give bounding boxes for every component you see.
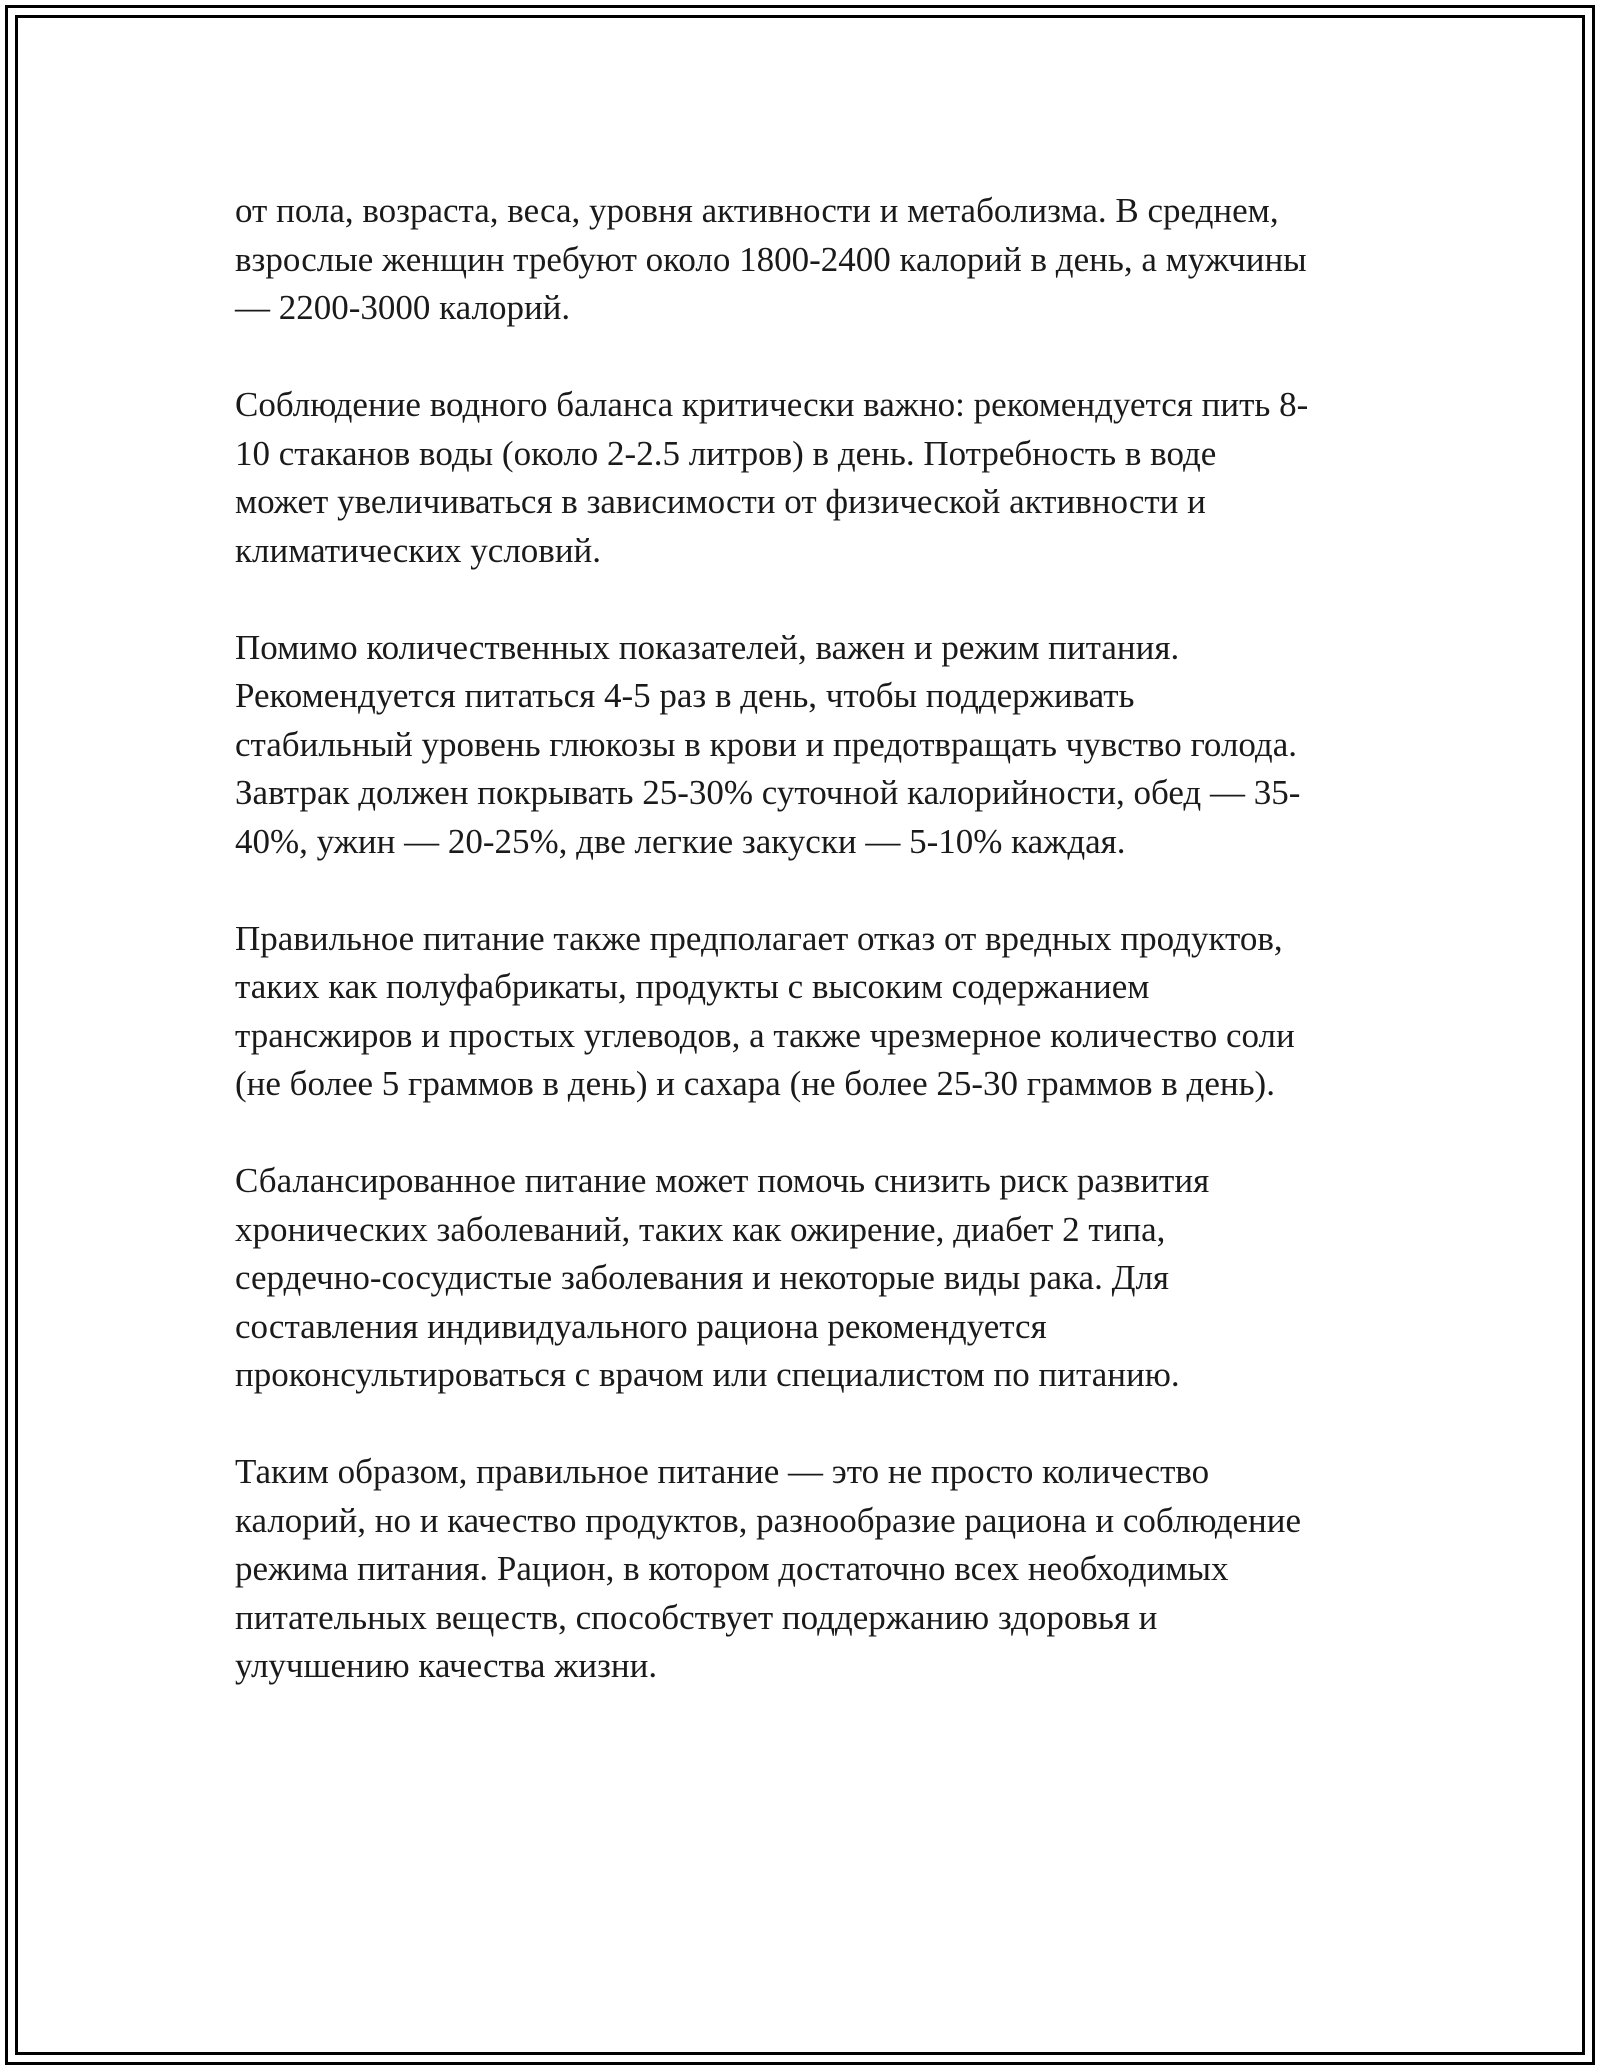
text-line: улучшению качества жизни. [235, 1646, 658, 1685]
text-line: (не более 5 граммов в день) и сахара (не более 25-30 граммов в день). [235, 1064, 1275, 1103]
text-line: климатических условий. [235, 530, 602, 570]
paragraph-spacer [235, 1400, 1395, 1449]
text-line: 40%, ужин — 20-25%, две легкие закуски — 5-10% каждая. [235, 821, 1126, 861]
text-line: составления индивидуального рациона рекомендуется [235, 1306, 1047, 1346]
text-line: Таким образом, правильное питание — это не просто количество [235, 1452, 1210, 1491]
text-line: хронических заболеваний, таких как ожирение, диабет 2 типа, [235, 1209, 1166, 1249]
text-line: Рекомендуется питаться 4-5 раз в день, чтобы поддерживать [235, 676, 1135, 715]
paragraph-spacer [235, 575, 1395, 624]
paragraph [235, 187, 1395, 333]
text-line: может увеличиваться в зависимости от физической активности и [235, 482, 1206, 521]
text-line: Сбалансированное питание может помочь снизить риск развития [235, 1161, 1210, 1200]
text-line: таких как полуфабрикаты, продукты с высоким содержанием [235, 967, 1150, 1006]
text-line: питательных веществ, способствует поддержанию здоровья и [235, 1597, 1158, 1637]
paragraph [235, 381, 1395, 575]
text-line: режима питания. Рацион, в котором достаточно всех необходимых [235, 1549, 1229, 1588]
text-line: Завтрак должен покрывать 25-30% суточной калорийности, обед — 35- [235, 773, 1301, 812]
paragraph [235, 624, 1395, 867]
text-line: Правильное питание также предполагает отказ от вредных продуктов, [235, 918, 1283, 958]
text-line: 10 стаканов воды (около 2-2.5 литров) в день. Потребность в воде [235, 433, 1217, 473]
text-line: взрослые женщин требуют около 1800-2400 калорий в день, а мужчины [235, 239, 1307, 279]
text-line: Помимо количественных показателей, важен и режим питания. [235, 627, 1180, 667]
text-line: — 2200-3000 калорий. [235, 288, 571, 327]
text-line: сердечно-сосудистые заболевания и некоторые виды рака. Для [235, 1258, 1170, 1297]
text-line: калорий, но и качество продуктов, разнообразие рациона и соблюдение [235, 1500, 1302, 1540]
text-line: Соблюдение водного баланса критически важно: рекомендуется пить 8- [235, 385, 1309, 424]
text-line: стабильный уровень глюкозы в крови и предотвращать чувство голода. [235, 724, 1298, 764]
text-line: трансжиров и простых углеводов, а также чрезмерное количество соли [235, 1015, 1295, 1055]
document-body [235, 187, 1395, 1691]
paragraph [235, 1157, 1395, 1400]
paragraph-spacer [235, 1109, 1395, 1158]
text-line: от пола, возраста, веса, уровня активности и метаболизма. В среднем, [235, 191, 1279, 230]
paragraph [235, 1448, 1395, 1691]
paragraph-spacer [235, 333, 1395, 382]
paragraph [235, 915, 1395, 1109]
text-line: проконсультироваться с врачом или специалистом по питанию. [235, 1355, 1180, 1394]
paragraph-spacer [235, 866, 1395, 915]
